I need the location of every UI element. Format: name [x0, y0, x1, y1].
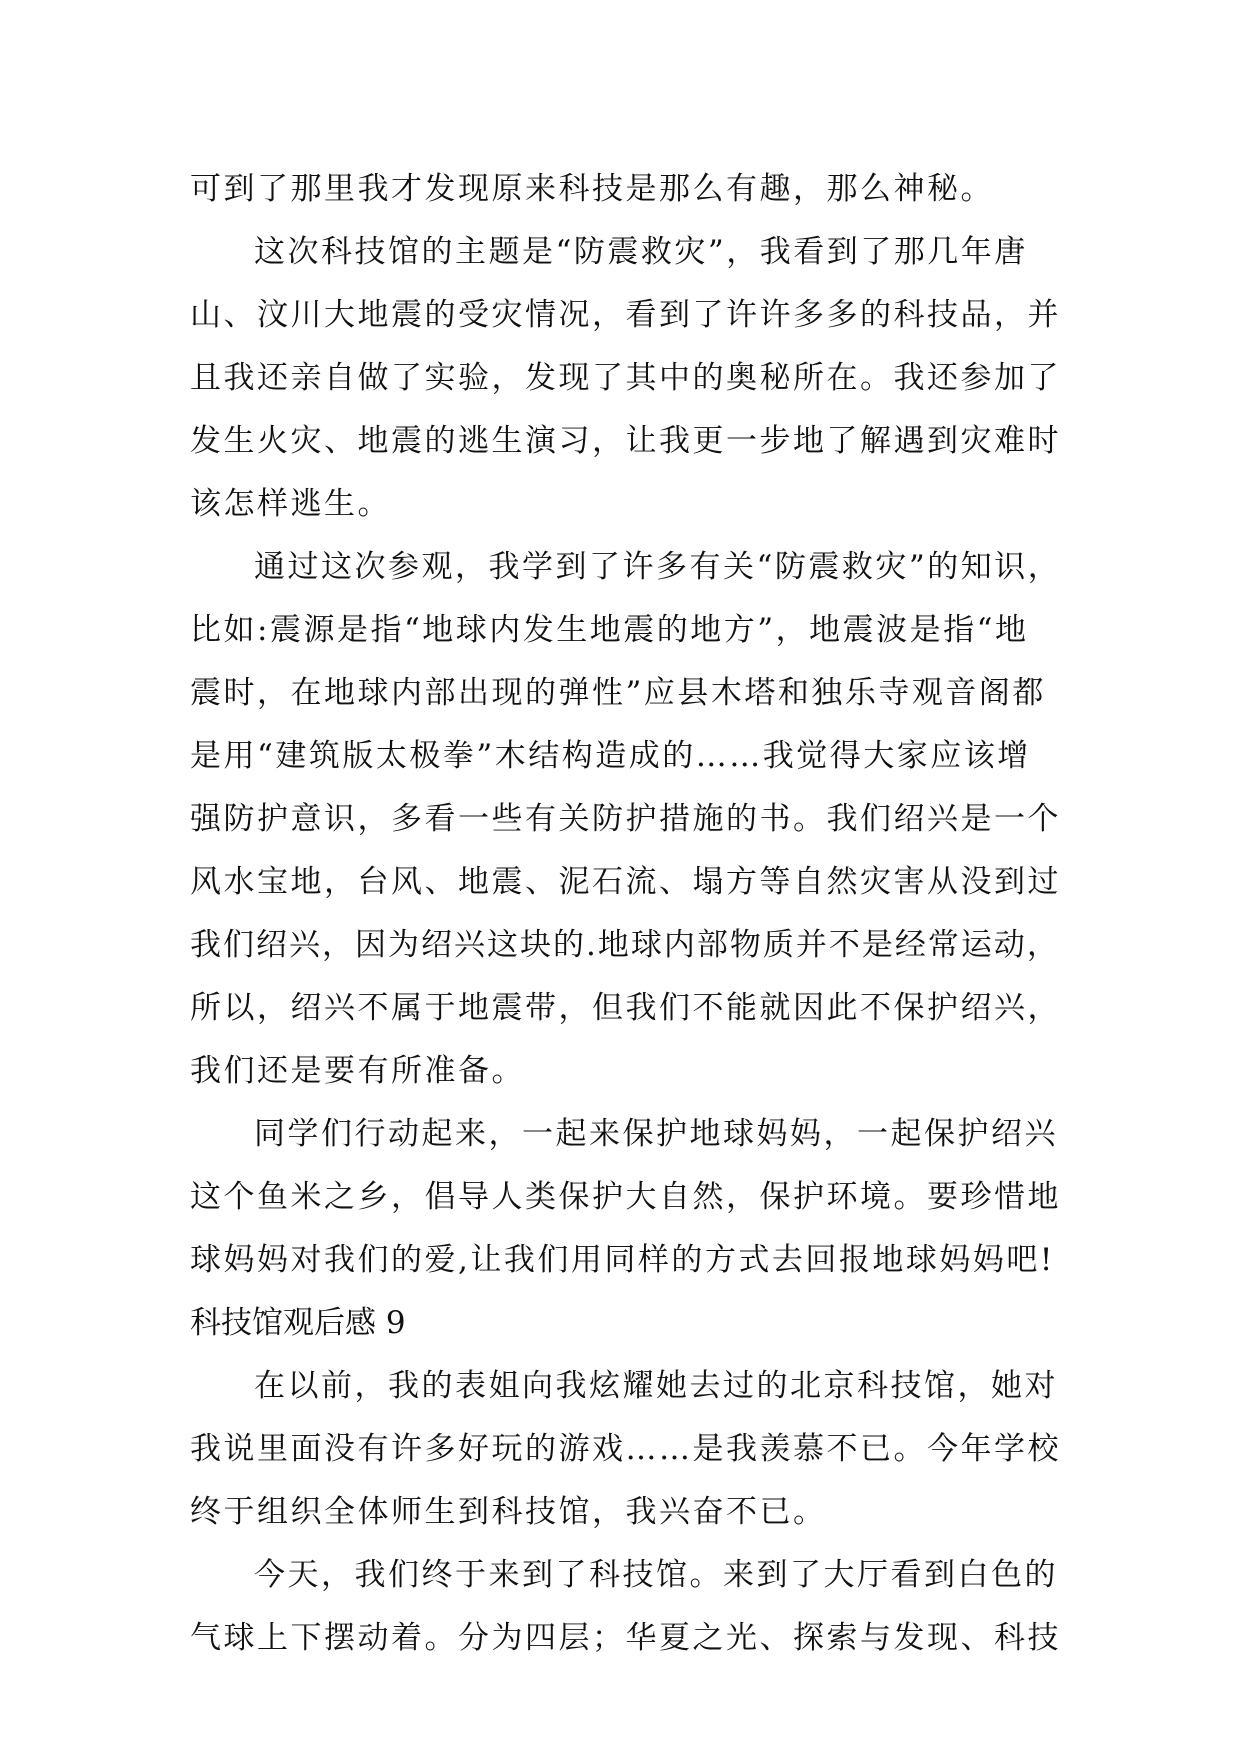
text-line: 山、汶川大地震的受灾情况，看到了许许多多的科技品，并 — [190, 297, 1061, 333]
text-line: 这个鱼米之乡，倡导人类保护大自然，保护环境。要珍惜地 — [190, 1179, 1061, 1215]
text-line: 这次科技馆的主题是“防震救灾”，我看到了那几年唐 — [254, 234, 1028, 270]
text-line: 我们绍兴，因为绍兴这块的.地球内部物质并不是经常运动， — [190, 927, 1060, 963]
text-line: 今天，我们终于来到了科技馆。来到了大厅看到白色的 — [254, 1557, 1058, 1593]
text-line: 比如:震源是指“地球内发生地震的地方”，地震波是指“地 — [190, 612, 1029, 648]
section-heading: 科技馆观后感 9 — [190, 1305, 406, 1341]
text-line: 同学们行动起来，一起来保护地球妈妈，一起保护绍兴 — [254, 1116, 1058, 1152]
text-line: 我们还是要有所准备。 — [190, 1053, 525, 1089]
text-line: 震时，在地球内部出现的弹性”应县木塔和独乐寺观音阁都 — [190, 675, 1046, 711]
text-line: 气球上下摆动着。分为四层；华夏之光、探索与发现、科技 — [190, 1620, 1061, 1656]
text-line: 该怎样逃生。 — [190, 486, 391, 522]
text-line: 我说里面没有许多好玩的游戏……是我羡慕不已。今年学校 — [190, 1431, 1061, 1467]
text-line: 通过这次参观，我学到了许多有关“防震救灾”的知识， — [254, 549, 1062, 585]
text-line: 所以，绍兴不属于地震带，但我们不能就因此不保护绍兴， — [190, 990, 1061, 1026]
text-line: 球妈妈对我们的爱,让我们用同样的方式去回报地球妈妈吧! — [190, 1242, 1055, 1278]
text-line: 且我还亲自做了实验，发现了其中的奥秘所在。我还参加了 — [190, 360, 1061, 396]
text-line: 可到了那里我才发现原来科技是那么有趣，那么神秘。 — [190, 171, 994, 207]
text-line: 强防护意识，多看一些有关防护措施的书。我们绍兴是一个 — [190, 801, 1061, 837]
text-line: 发生火灾、地震的逃生演习，让我更一步地了解遇到灾难时 — [190, 423, 1061, 459]
text-line: 在以前，我的表姐向我炫耀她去过的北京科技馆，她对 — [254, 1368, 1058, 1404]
text-line: 风水宝地，台风、地震、泥石流、塌方等自然灾害从没到过 — [190, 864, 1061, 900]
text-line: 终于组织全体师生到科技馆，我兴奋不已。 — [190, 1494, 827, 1530]
document-body — [190, 158, 1070, 1670]
text-line: 是用“建筑版太极拳”木结构造成的……我觉得大家应该增 — [190, 738, 1031, 774]
